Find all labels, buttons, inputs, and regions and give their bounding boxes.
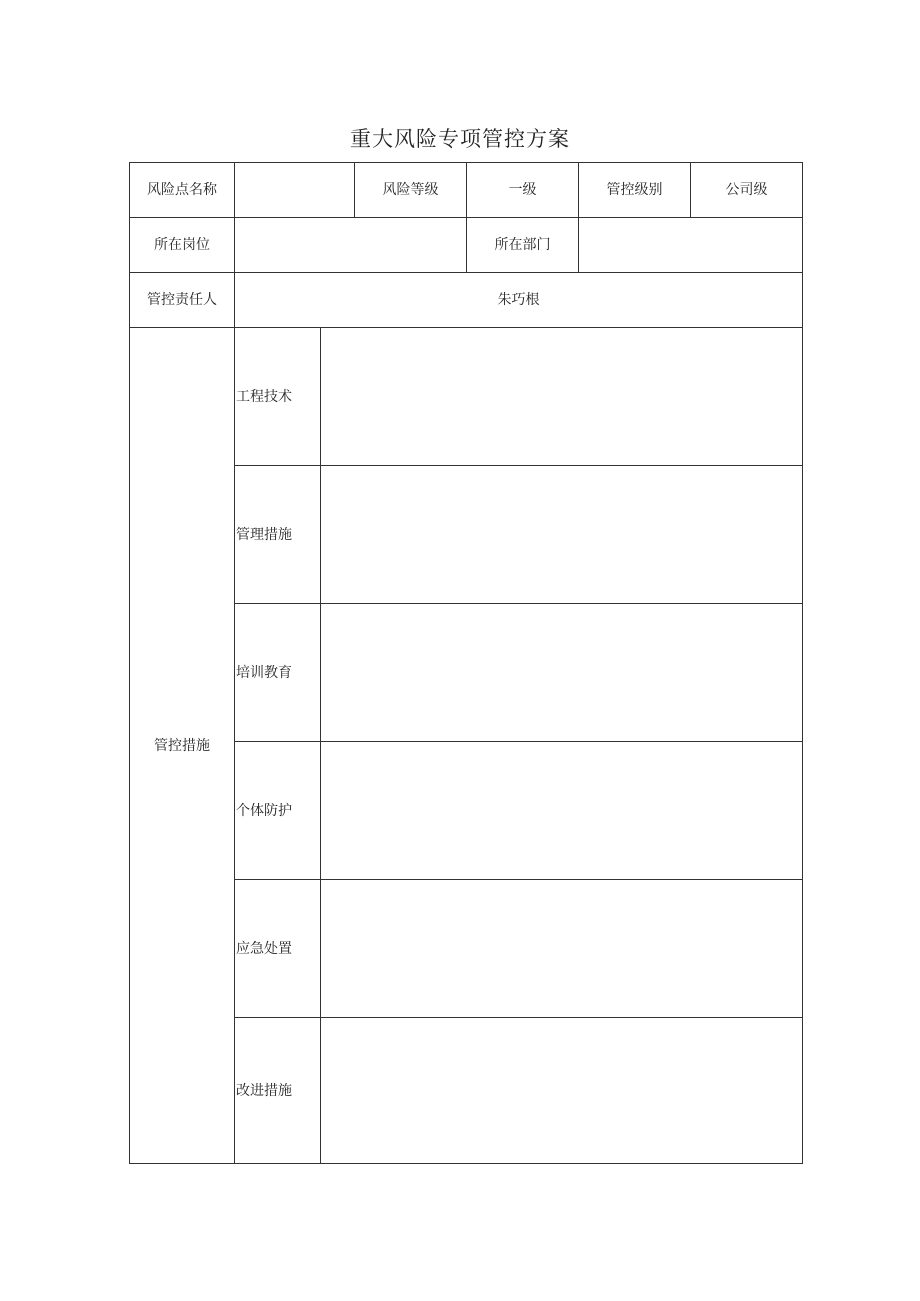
measures-label: 管控措施 — [130, 328, 235, 1164]
measure-content-protection[interactable] — [321, 742, 803, 880]
page-title: 重大风险专项管控方案 — [350, 127, 570, 151]
table-row-header — [130, 163, 803, 218]
control-level-label: 管控级别 — [579, 163, 691, 218]
measure-label-improvement: 改进措施 — [235, 1018, 321, 1164]
risk-control-form — [129, 162, 803, 1164]
measure-label-management: 管理措施 — [235, 466, 321, 604]
measure-content-engineering[interactable] — [321, 328, 803, 466]
risk-point-name-label: 风险点名称 — [130, 163, 235, 218]
table-row-responsible — [130, 273, 803, 328]
risk-point-name-field[interactable] — [235, 163, 355, 218]
responsible-label: 管控责任人 — [130, 273, 235, 328]
measure-content-emergency[interactable] — [321, 880, 803, 1018]
risk-level-label: 风险等级 — [355, 163, 467, 218]
measure-label-engineering: 工程技术 — [235, 328, 321, 466]
post-field[interactable] — [235, 218, 467, 273]
measure-label-protection: 个体防护 — [235, 742, 321, 880]
control-level-value[interactable]: 公司级 — [691, 163, 803, 218]
responsible-value[interactable]: 朱巧根 — [235, 273, 803, 328]
table-row-position — [130, 218, 803, 273]
measure-content-management[interactable] — [321, 466, 803, 604]
table-row-measure — [130, 328, 803, 466]
risk-level-value[interactable]: 一级 — [467, 163, 579, 218]
measure-label-emergency: 应急处置 — [235, 880, 321, 1018]
measure-content-improvement[interactable] — [321, 1018, 803, 1164]
dept-label: 所在部门 — [467, 218, 579, 273]
post-label: 所在岗位 — [130, 218, 235, 273]
measure-label-training: 培训教育 — [235, 604, 321, 742]
measure-content-training[interactable] — [321, 604, 803, 742]
dept-field[interactable] — [579, 218, 803, 273]
